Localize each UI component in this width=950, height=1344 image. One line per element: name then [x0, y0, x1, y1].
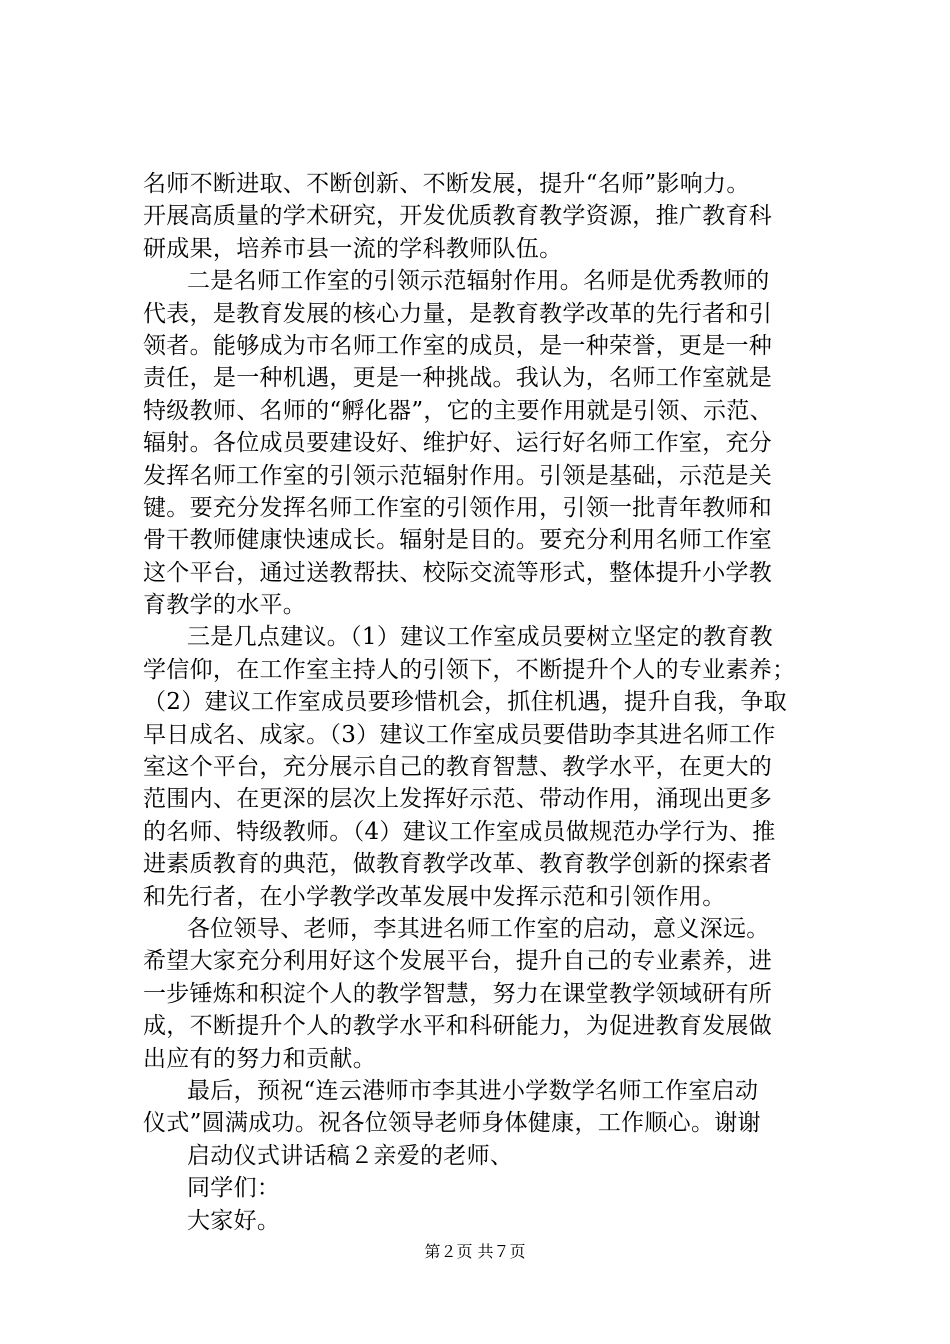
text-line: 责任，是一种机遇，更是一种挑战。我认为，名师工作室就是	[143, 365, 773, 392]
text-line: 和先行者，在小学教学改革发展中发挥示范和引领作用。	[143, 883, 726, 910]
text-line: （2）建议工作室成员要珍惜机会，抓住机遇，提升自我，争取	[143, 689, 788, 716]
text-line: 同学们：	[187, 1175, 281, 1202]
text-line: 辐射。各位成员要建设好、维护好、运行好名师工作室，充分	[143, 430, 773, 457]
text-line: 骨干教师健康快速成长。辐射是目的。要充分利用名师工作室	[143, 527, 773, 554]
text-line: 启动仪式讲话稿２亲爱的老师、	[187, 1142, 514, 1169]
text-line: 学信仰，在工作室主持人的引领下，不断提升个人的专业素养；	[143, 656, 796, 683]
text-line: 特级教师、名师的“孵化器”，它的主要作用就是引领、示范、	[143, 397, 773, 424]
text-line: 成，不断提升个人的教学水平和科研能力，为促进教育发展做	[143, 1013, 773, 1040]
text-line: 三是几点建议。（1）建议工作室成员要树立坚定的教育教	[187, 624, 773, 651]
text-line: 最后，预祝“连云港师市李其进小学数学名师工作室启动	[187, 1077, 759, 1104]
text-line: 希望大家充分利用好这个发展平台，提升自己的专业素养，进	[143, 948, 773, 975]
text-line: 一步锤炼和积淀个人的教学智慧，努力在课堂教学领域研有所	[143, 980, 773, 1007]
text-line: 这个平台，通过送教帮扶、校际交流等形式，整体提升小学教	[143, 559, 773, 586]
text-line: 代表，是教育发展的核心力量，是教育教学改革的先行者和引	[143, 300, 773, 327]
text-line: 大家好。	[187, 1207, 281, 1234]
document-body	[143, 168, 843, 1237]
text-line: 开展高质量的学术研究，开发优质教育教学资源，推广教育科	[143, 203, 773, 230]
text-line: 二是名师工作室的引领示范辐射作用。名师是优秀教师的	[187, 268, 770, 295]
text-line: 出应有的努力和贡献。	[143, 1045, 376, 1072]
text-line: 进素质教育的典范，做教育教学改革、教育教学创新的探索者	[143, 851, 773, 878]
text-line: 的名师、特级教师。（4）建议工作室成员做规范办学行为、推	[143, 818, 776, 845]
text-line: 室这个平台，充分展示自己的教育智慧、教学水平，在更大的	[143, 754, 773, 781]
text-line: 育教学的水平。	[143, 592, 307, 619]
text-line: 键。要充分发挥名师工作室的引领作用，引领一批青年教师和	[143, 494, 773, 521]
page-number: 第２页 共７页	[424, 1242, 526, 1261]
text-line: 研成果，培养市县一流的学科教师队伍。	[143, 235, 563, 262]
text-line: 仪式”圆满成功。祝各位领导老师身体健康，工作顺心。谢谢	[143, 1110, 761, 1137]
page-footer	[0, 1242, 950, 1262]
text-line: 各位领导、老师，李其进名师工作室的启动，意义深远。	[187, 915, 770, 942]
text-line: 领者。能够成为市名师工作室的成员，是一种荣誉，更是一种	[143, 332, 773, 359]
text-line: 早日成名、成家。（3）建议工作室成员要借助李其进名师工作	[143, 721, 776, 748]
text-line: 范围内、在更深的层次上发挥好示范、带动作用，涌现出更多	[143, 786, 773, 813]
text-line: 名师不断进取、不断创新、不断发展，提升“名师”影响力。	[143, 171, 750, 197]
text-line: 发挥名师工作室的引领示范辐射作用。引领是基础，示范是关	[143, 462, 773, 489]
